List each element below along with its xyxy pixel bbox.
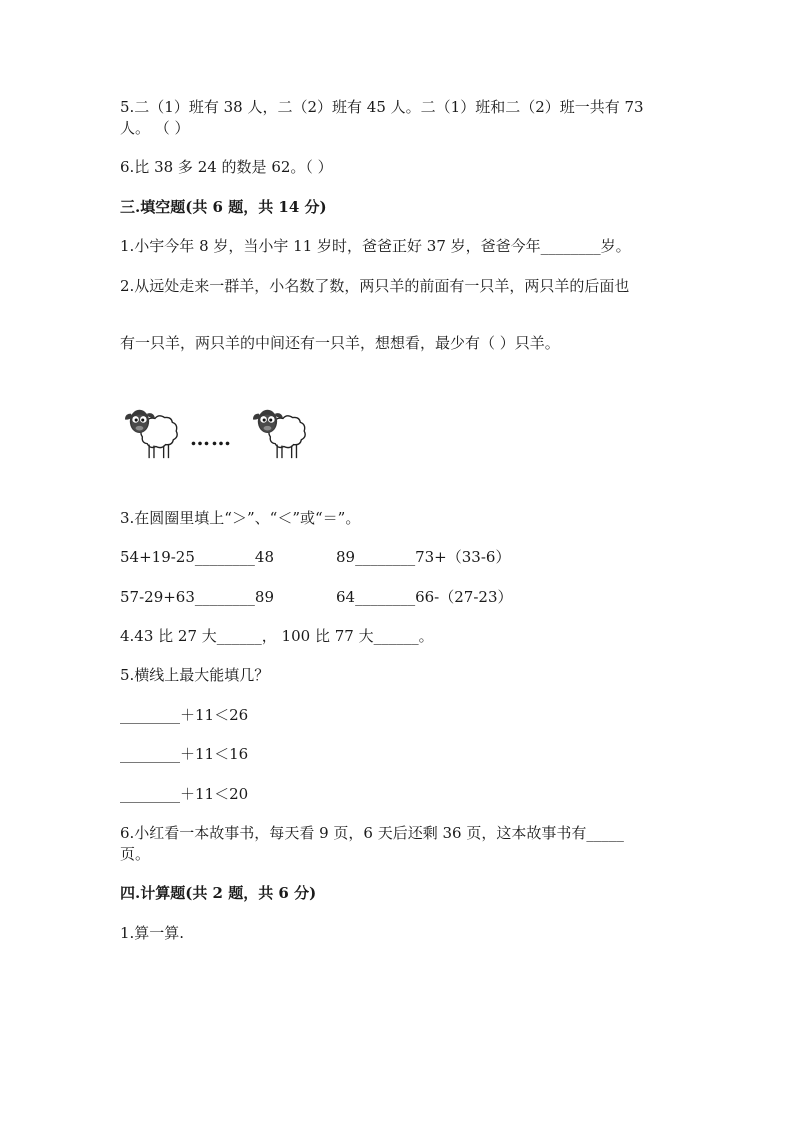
inequality-c: ________＋11＜20 [120,785,249,803]
section-heading-fill-in: 三.填空题(共 6 题，共 14 分) [120,198,327,216]
inequality-b: ________＋11＜16 [120,745,249,763]
fill-question-6-line2: 页。 [120,845,151,863]
fill-question-1: 1.小宇今年 8 岁，当小宇 11 岁时，爸爸正好 37 岁，爸爸今年________岁。 [120,237,631,255]
fill-question-4: 4.43 比 27 大______， 100 比 77 大______。 [120,627,434,645]
fill-question-2-line2: 有一只羊，两只羊的中间还有一只羊，想想看，最少有（ ）只羊。 [120,334,560,352]
fill-question-3: 3.在圆圈里填上“＞”、“＜”或“＝”。 [120,509,361,527]
calc-question-1: 1.算一算. [120,924,185,942]
question-6: 6.比 38 多 24 的数是 62。（ ） [120,158,333,176]
compare-item-a: 54+19-25________48 [120,548,274,566]
fill-question-6-line1: 6.小红看一本故事书，每天看 9 页，6 天后还剩 36 页，这本故事书有_____ [120,824,624,842]
compare-item-d: 64________66-（27-23） [336,588,513,606]
question-5-line1: 5.二（1）班有 38 人，二（2）班有 45 人。二（1）班和二（2）班一共有 73 [120,98,644,116]
fill-question-2-line1: 2.从远处走来一群羊，小名数了数，两只羊的前面有一只羊，两只羊的后面也 [120,277,630,295]
question-5-line2: 人。 （ ） [120,119,190,137]
fill-question-5: 5.横线上最大能填几？ [120,666,270,684]
section-heading-calculation: 四.计算题(共 2 题，共 6 分) [120,884,317,902]
compare-item-b: 89________73+（33-6） [336,548,511,566]
sheep-icon [252,404,310,462]
ellipsis-dots: …… [190,426,232,450]
inequality-a: ________＋11＜26 [120,706,249,724]
sheep-icon [124,404,182,462]
sheep-illustration [120,404,320,464]
compare-item-c: 57-29+63________89 [120,588,274,606]
